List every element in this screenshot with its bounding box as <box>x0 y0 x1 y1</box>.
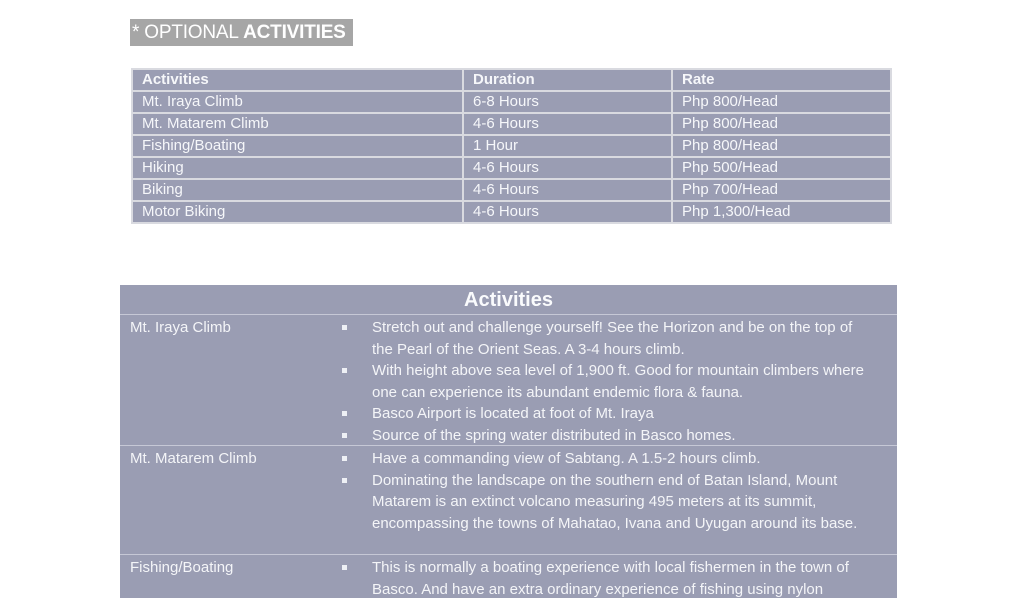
square-bullet-icon <box>342 565 347 570</box>
rate-cell: Php 800/Head <box>672 91 891 113</box>
activity-name: Mt. Iraya Climb <box>130 319 231 336</box>
activity-name: Mt. Matarem Climb <box>130 450 257 467</box>
table-row <box>132 157 891 179</box>
description-item <box>372 557 872 598</box>
header-duration: Duration <box>463 69 672 91</box>
table-row <box>132 91 891 113</box>
table-row <box>132 201 891 223</box>
description-item <box>372 425 872 447</box>
table-row <box>132 179 891 201</box>
activity-cell: Mt. Matarem Climb <box>132 113 463 135</box>
table-row <box>132 113 891 135</box>
description-list <box>120 317 897 446</box>
square-bullet-icon <box>342 368 347 373</box>
description-row-matarem <box>120 446 897 555</box>
description-text: Have a commanding view of Sabtang. A 1.5-2 hours climb. <box>372 450 761 467</box>
description-text: Dominating the landscape on the southern end of Batan Island, Mount Matarem is an extinct volcano measuring 495 meters at its summit, encompassing the towns of Mahatao, Ivana and Uyugan around its base. <box>372 471 858 532</box>
activity-cell: Fishing/Boating <box>132 135 463 157</box>
section-title-bold: ACTIVITIES <box>243 22 346 43</box>
duration-cell: 4-6 Hours <box>463 179 672 201</box>
rate-cell: Php 700/Head <box>672 179 891 201</box>
description-row-iraya <box>120 315 897 446</box>
description-text: Source of the spring water distributed in Basco homes. <box>372 426 736 444</box>
rate-cell: Php 500/Head <box>672 157 891 179</box>
activity-cell: Mt. Iraya Climb <box>132 91 463 113</box>
square-bullet-icon <box>342 433 347 438</box>
activity-name: Fishing/Boating <box>130 559 234 576</box>
table-row <box>132 135 891 157</box>
description-text: With height above sea level of 1,900 ft. Good for mountain climbers where one can experience its abundant endemic flora & fauna. <box>372 362 864 401</box>
rate-cell: Php 800/Head <box>672 135 891 157</box>
section-title <box>130 19 353 46</box>
description-item <box>372 470 872 535</box>
square-bullet-icon <box>342 456 347 461</box>
duration-cell: 4-6 Hours <box>463 113 672 135</box>
header-activities: Activities <box>132 69 463 91</box>
activity-description-table <box>120 285 897 598</box>
description-row-fishing <box>120 555 897 598</box>
description-text: This is normally a boating experience with local fishermen in the town of Basco. And have an extra ordinary experience of fishing using nylon <box>372 559 849 598</box>
activity-cell: Biking <box>132 179 463 201</box>
description-list <box>120 557 897 598</box>
activity-cell: Motor Biking <box>132 201 463 223</box>
description-table-title: Activities <box>120 285 897 315</box>
description-item <box>372 360 872 403</box>
square-bullet-icon <box>342 478 347 483</box>
description-text: Basco Airport is located at foot of Mt. Iraya <box>372 405 654 422</box>
description-item <box>372 317 872 360</box>
rate-cell: Php 1,300/Head <box>672 201 891 223</box>
rates-header-row <box>132 69 891 91</box>
duration-cell: 6-8 Hours <box>463 91 672 113</box>
description-item <box>372 448 872 470</box>
description-item <box>372 403 872 425</box>
duration-cell: 4-6 Hours <box>463 157 672 179</box>
description-text: Stretch out and challenge yourself! See the Horizon and be on the top of the Pearl of the Orient Seas. A 3-4 hours climb. <box>372 319 853 358</box>
square-bullet-icon <box>342 411 347 416</box>
square-bullet-icon <box>342 325 347 330</box>
duration-cell: 4-6 Hours <box>463 201 672 223</box>
duration-cell: 1 Hour <box>463 135 672 157</box>
rate-cell: Php 800/Head <box>672 113 891 135</box>
rates-table <box>131 68 892 224</box>
header-rate: Rate <box>672 69 891 91</box>
activity-cell: Hiking <box>132 157 463 179</box>
section-title-prefix: * OPTIONAL <box>132 22 244 43</box>
